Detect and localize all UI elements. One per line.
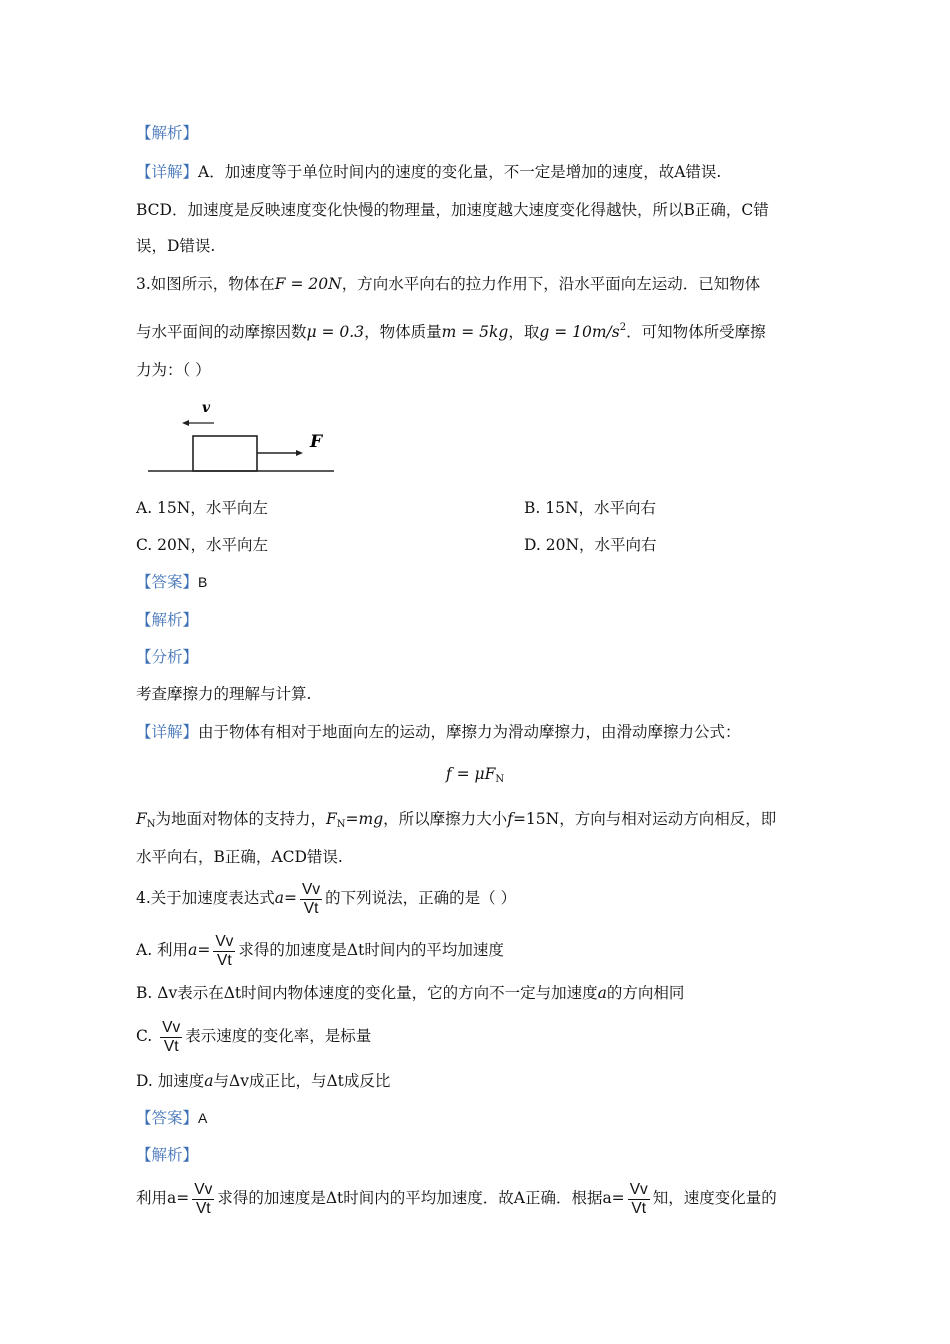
- q4-stem: 4.关于加速度表达式a= $\frac{Vv}{Vt}$ 的下列说法，正确的是（ ）: [136, 880, 517, 917]
- q3-answer: 【答案】B: [136, 573, 208, 591]
- q3-stem-line-1: 3.如图所示，物体在F = 20N，方向水平向右的拉力作用下，沿水平面向左运动．已知物体: [136, 275, 761, 293]
- q2-detail-a: 【详解】A．加速度等于单位时间内的速度的变化量，不一定是增加的速度，故A错误.: [136, 163, 722, 181]
- q3-conclusion-2: 水平向右，B正确，ACD错误.: [136, 848, 343, 866]
- q3-figure: [146, 396, 346, 478]
- block: [193, 436, 257, 471]
- q4-final-line: 利用a= $\frac{Vv}{Vt}$ 求得的加速度是Δt时间内的平均加速度．故A正确．根据a= $\frac{Vv}{Vt}$ 知，速度变化量的: [136, 1180, 777, 1217]
- q3-option-a: A. 15N，水平向左: [136, 499, 268, 517]
- q4-option-d: D. 加速度a与Δv成正比，与Δt成反比: [136, 1072, 391, 1090]
- q3-formula: $f = \mu F_N$: [445, 765, 505, 785]
- q3-conclusion-1: $F_N$为地面对物体的支持力，$F_N=mg$，所以摩擦力大小f=15N，方向与相对运动方向相反，即: [136, 810, 777, 830]
- q3-detail: 【详解】由于物体有相对于地面向左的运动，摩擦力为滑动摩擦力，由滑动摩擦力公式：: [136, 723, 741, 741]
- q3-option-b: B. 15N，水平向右: [524, 499, 657, 517]
- q3-fenxi-tag: 【分析】: [136, 648, 199, 666]
- q4-analysis-tag: 【解析】: [136, 1146, 199, 1164]
- q3-stem-line-3: 力为：（ ）: [136, 361, 211, 379]
- velocity-arrowhead: [182, 420, 189, 426]
- q3-stem-line-2: 与水平面间的动摩擦因数μ = 0.3，物体质量m = 5kg，取$g = 10m/s^2$．可知物体所受摩擦: [136, 322, 766, 341]
- q4-option-b: B. Δv表示在Δt时间内物体速度的变化量，它的方向不一定与加速度a的方向相同: [136, 984, 685, 1002]
- q3-fenxi-text: 考查摩擦力的理解与计算.: [136, 685, 312, 703]
- q2-detail-bcd-2: 误，D错误.: [136, 237, 216, 255]
- q4-fraction: $\frac{Vv}{Vt}$: [302, 880, 321, 917]
- q2-detail-bcd-1: BCD．加速度是反映速度变化快慢的物理量，加速度越大速度变化得越快，所以B正确，C错: [136, 201, 769, 219]
- force-arrowhead: [296, 450, 303, 456]
- velocity-label: v: [202, 400, 211, 416]
- q4-option-a: A. 利用a= $\frac{Vv}{Vt}$ 求得的加速度是Δt时间内的平均加速度: [136, 932, 504, 969]
- detail-tag: 【详解】: [136, 163, 199, 181]
- q4-option-c: C. $\frac{Vv}{Vt}$ 表示速度的变化率，是标量: [136, 1018, 372, 1055]
- q3-option-d: D. 20N，水平向右: [524, 536, 657, 554]
- q3-analysis-tag: 【解析】: [136, 611, 199, 629]
- force-label: F: [310, 432, 323, 452]
- analysis-tag: 【解析】: [136, 124, 199, 142]
- q3-option-c: C. 20N，水平向左: [136, 536, 268, 554]
- q4-answer: 【答案】A: [136, 1109, 208, 1127]
